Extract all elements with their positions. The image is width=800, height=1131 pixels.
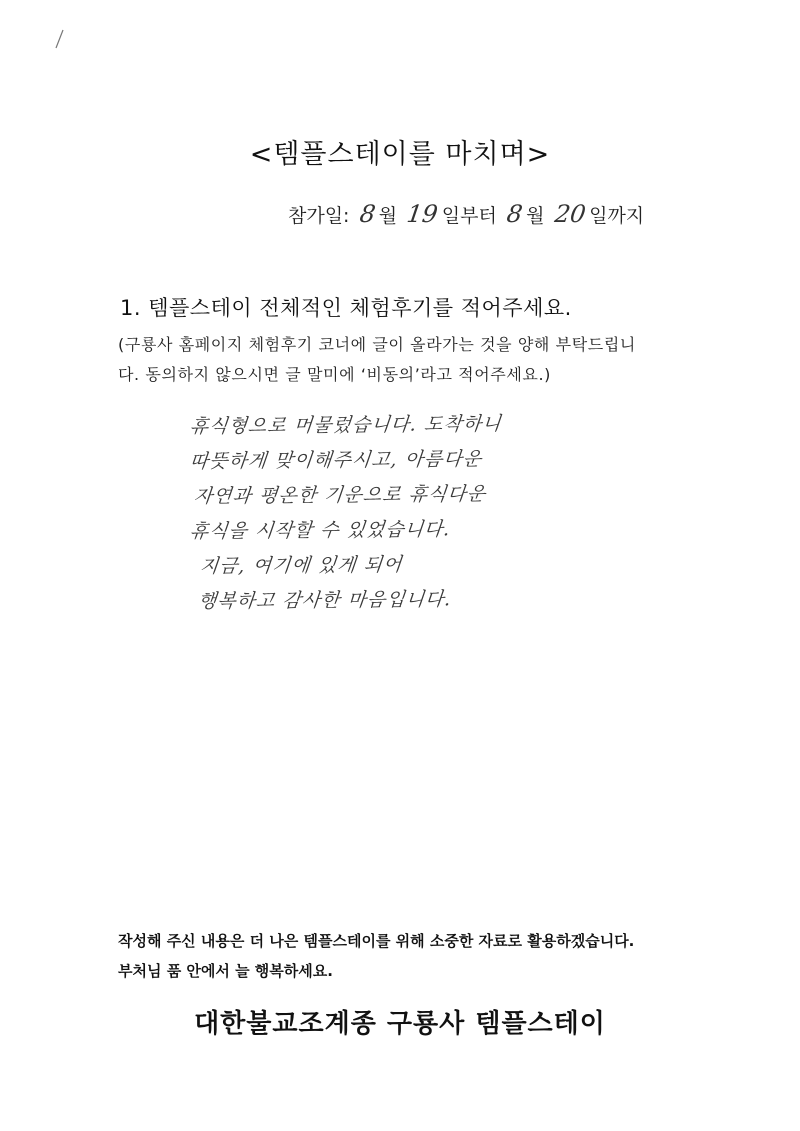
handwritten-line: 따뜻하게 맞이해주시고, 아름다운 (188, 448, 484, 473)
day-from: 일부터 (441, 205, 497, 227)
handwritten-line: 행복하고 감사한 마음입니다. (196, 588, 453, 613)
note-line: (구룡사 홈페이지 체험후기 코너에 글이 올라가는 것을 양해 부탁드립니 (118, 335, 636, 354)
footer-line: 작성해 주신 내용은 더 나은 템플스테이를 위해 소중한 자료로 활용하겠습니다. (118, 932, 635, 950)
organization-name: 대한불교조계종 구룡사 템플스테이 (194, 1009, 606, 1039)
month-unit: 월 (526, 205, 545, 227)
handwritten-line: 자연과 평온한 기운으로 휴식다운 (192, 483, 488, 508)
start-day: 19 (405, 200, 440, 228)
pen-mark (52, 28, 66, 50)
question-heading: 1. 템플스테이 전체적인 체험후기를 적어주세요. (120, 296, 572, 320)
footer-message (118, 926, 718, 986)
day-to: 일까지 (589, 205, 645, 227)
participation-dates (288, 200, 708, 240)
handwritten-line: 휴식을 시작할 수 있었습니다. (188, 518, 452, 543)
participation-label: 참가일: (288, 205, 350, 227)
handwritten-line: 지금, 여기에 있게 되어 (198, 553, 404, 578)
end-day: 20 (552, 200, 588, 228)
handwritten-answer (190, 408, 550, 618)
footer-line: 부처님 품 안에서 늘 행복하세요. (118, 962, 333, 980)
month-unit: 월 (378, 205, 398, 227)
start-month: 8 (357, 200, 377, 228)
page-title: <템플스테이를 마치며> (249, 139, 551, 170)
consent-note (118, 330, 698, 390)
end-month: 8 (504, 200, 525, 228)
handwritten-line: 휴식형으로 머물렀습니다. 도착하니 (188, 412, 503, 438)
note-line: 다. 동의하지 않으시면 글 말미에 ‘비동의’라고 적어주세요.) (118, 365, 551, 384)
